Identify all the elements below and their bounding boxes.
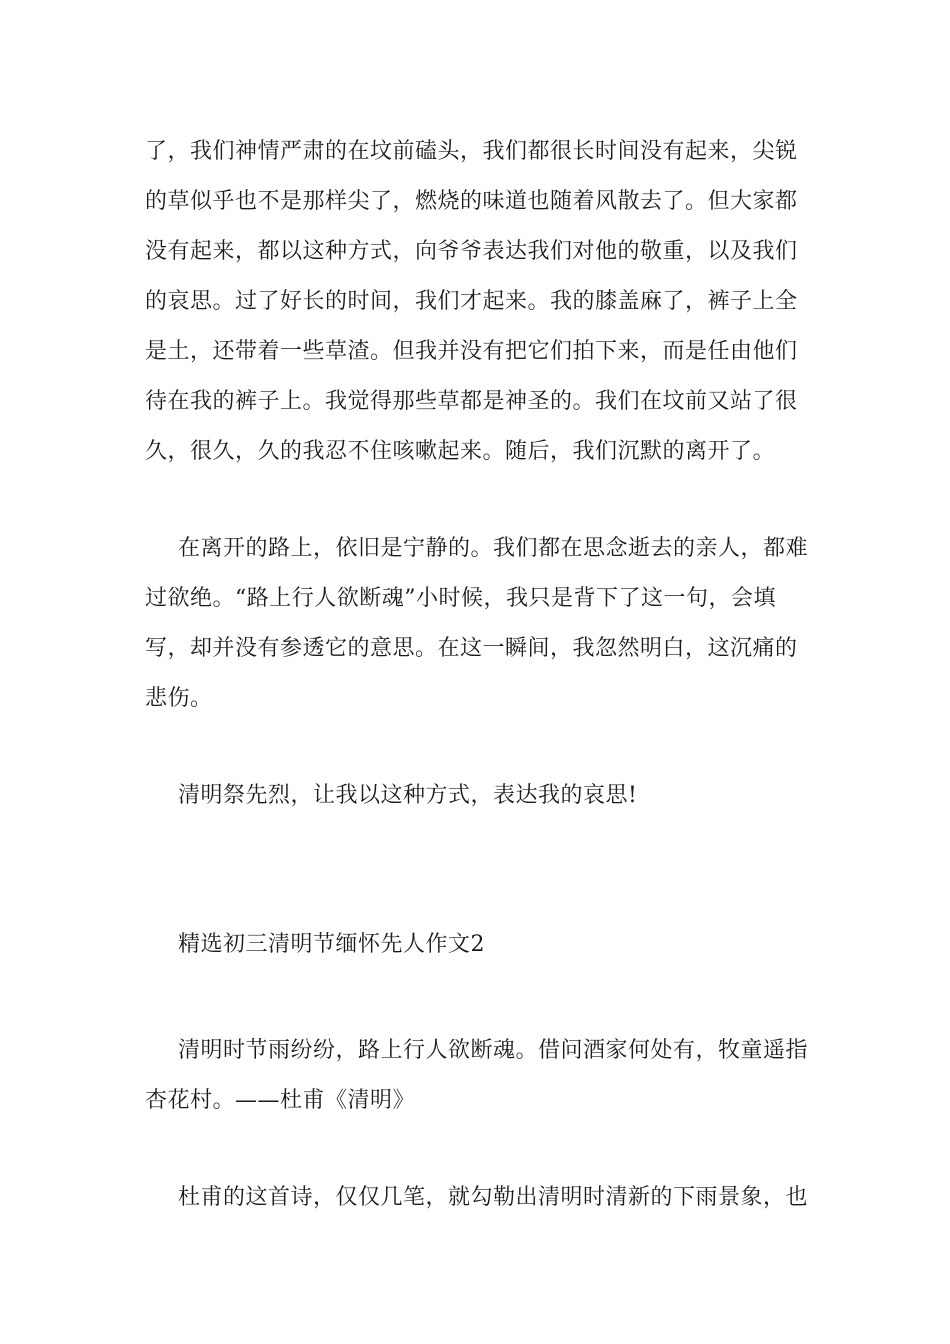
paragraph-2-line-3: 写，却并没有参透它的意思。在这一瞬间，我忽然明白，这沉痛的 <box>145 636 798 661</box>
paragraph-1-line-3: 没有起来，都以这种方式，向爷爷表达我们对他的敬重，以及我们 <box>145 239 798 264</box>
paragraph-1-line-1: 了，我们神情严肃的在坟前磕头，我们都很长时间没有起来，尖锐 <box>145 139 798 164</box>
paragraph-1-line-5: 是土，还带着一些草渣。但我并没有把它们拍下来，而是任由他们 <box>145 339 798 364</box>
paragraph-5-line-1: 杜甫的这首诗，仅仅几笔，就勾勒出清明时清新的下雨景象，也 <box>178 1185 809 1210</box>
paragraph-1-line-4: 的哀思。过了好长的时间，我们才起来。我的膝盖麻了，裤子上全 <box>145 289 798 314</box>
paragraph-2-line-2: 过欲绝。“路上行人欲断魂”小时候，我只是背下了这一句，会填 <box>145 586 776 611</box>
section-title: 精选初三清明节缅怀先人作文2 <box>178 932 485 957</box>
paragraph-1-line-2: 的草似乎也不是那样尖了，燃烧的味道也随着风散去了。但大家都 <box>145 189 798 214</box>
paragraph-2-line-1: 在离开的路上，依旧是宁静的。我们都在思念逝去的亲人，都难 <box>178 536 809 561</box>
paragraph-1-line-6: 待在我的裤子上。我觉得那些草都是神圣的。我们在坟前又站了很 <box>145 389 798 414</box>
paragraph-3-line-1: 清明祭先烈，让我以这种方式，表达我的哀思! <box>178 783 638 808</box>
paragraph-1-line-7: 久，很久，久的我忍不住咳嗽起来。随后，我们沉默的离开了。 <box>145 439 776 464</box>
paragraph-2-line-4: 悲伤。 <box>145 686 213 711</box>
paragraph-4-line-1: 清明时节雨纷纷，路上行人欲断魂。借问酒家何处有，牧童遥指 <box>178 1038 809 1063</box>
paragraph-4-line-2: 杏花村。——杜甫《清明》 <box>145 1088 416 1113</box>
